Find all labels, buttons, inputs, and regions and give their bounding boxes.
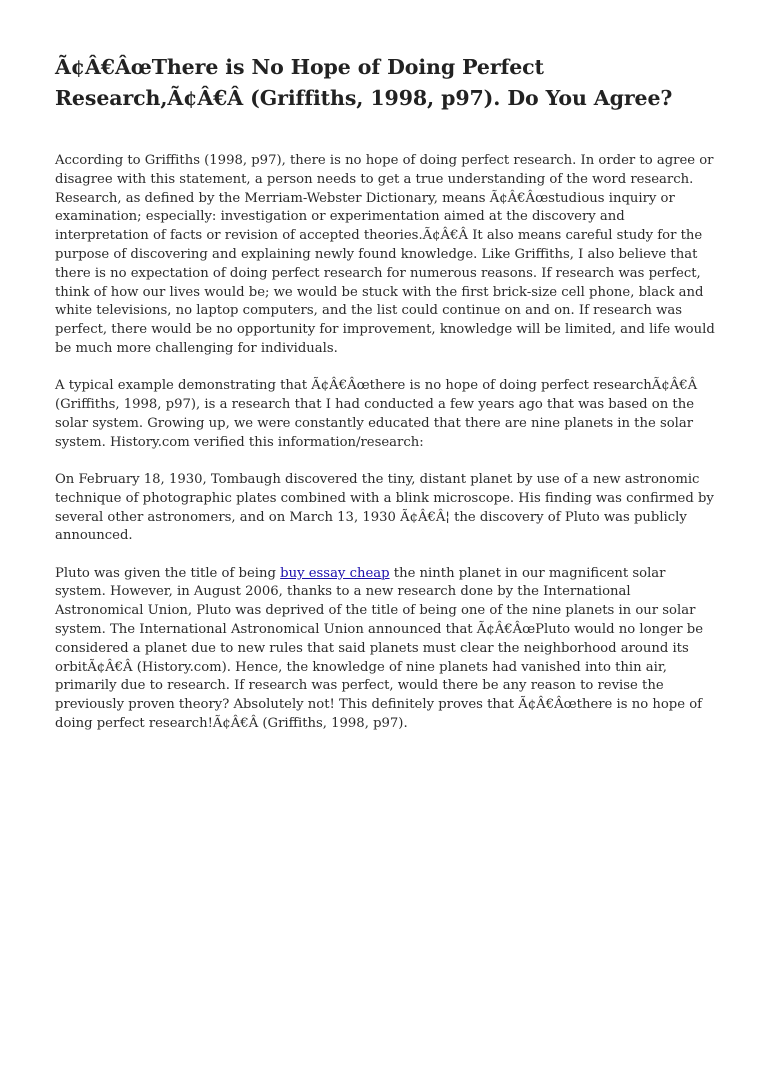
document-page	[55, 52, 715, 752]
paragraph-pluto-start: Pluto was given the title of being	[55, 565, 281, 581]
paragraph-quote: On February 18, 1930, Tombaugh discovered the tiny, distant planet by use of a new astronomic technique of photographic plates combined with a blink microscope. His finding was confirmed by several other astronomers, and on March 13, 1930 Ã¢Â€Â¦ the discovery of Pluto was publicly announced.	[55, 471, 714, 544]
buy-essay-link[interactable]: buy essay cheap	[280, 565, 390, 581]
paragraph-intro: According to Griffiths (1998, p97), there is no hope of doing perfect research. In order to agree or disagree with this statement, a person needs to get a true understanding of the word research. Research, as defined by the Merriam-Webster Dictionary, means Ã¢Â€Âœstudious inquiry or examination; especially: investigation or experimentation aimed at the discovery and interpretation of facts or revision of accepted theories.Ã¢Â€Â It also means careful study for the purpose of discovering and explaining newly found knowledge. Like Griffiths, I also believe that there is no expectation of doing perfect research for numerous reasons. If research was perfect, think of how our lives would be; we would be stuck with the first brick-size cell phone, black and white televisions, no laptop computers, and the list could continue on and on. If research was perfect, there would be no opportunity for improvement, knowledge will be limited, and life would be much more challenging for individuals.	[55, 153, 715, 356]
document-title: Ã¢Â€ÂœThere is No Hope of Doing Perfect Research,Ã¢Â€Â (Griffiths, 1998, p97). Do You Agree?	[55, 55, 673, 110]
paragraph-pluto-end: the ninth planet in our magnificent solar system. However, in August 2006, thanks to a new research done by the International Astronomical Union, Pluto was deprived of the title of being one of the nine planets in our solar system. The International Astronomical Union announced that Ã¢Â€ÂœPluto would no longer be considered a planet due to new rules that said planets must clear the neighborhood around its orbitÃ¢Â€Â (History.com). Hence, the knowledge of nine planets had vanished into thin air, primarily due to research. If research was perfect, would there be any reason to revise the previously proven theory? Absolutely not! This definitely proves that Ã¢Â€Âœthere is no hope of doing perfect research!Ã¢Â€Â (Griffiths, 1998, p97).	[55, 565, 704, 732]
paragraph-pluto	[55, 565, 715, 734]
paragraph-example: A typical example demonstrating that Ã¢Â€Âœthere is no hope of doing perfect researchÃ¢Â€Â (Griffiths, 1998, p97), is a research that I had conducted a few years ago that was based on the solar system. Growing up, we were constantly educated that there are nine planets in the solar system. History.com verified this information/research:	[55, 378, 698, 450]
